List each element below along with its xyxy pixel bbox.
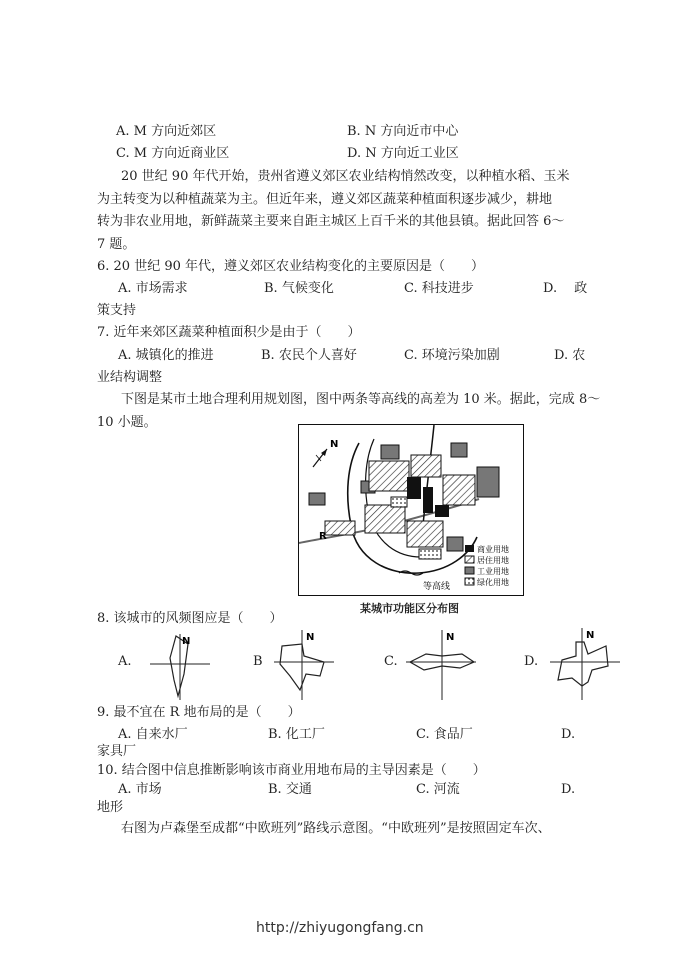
residential-land <box>407 521 443 547</box>
q8-option-d-label: D. <box>524 654 539 669</box>
passage3-line1: 右图为卢森堡至成都“中欧班列”路线示意图。“中欧班列”是按照固定车次、 <box>121 821 551 836</box>
q8-stem: 8. 该城市的风频图应是（ ） <box>97 611 283 626</box>
contour-legend-label: 等高线 <box>423 582 451 592</box>
q5-option-a: A. M 方向近郊区 <box>116 124 217 139</box>
wind-rose-d-icon <box>548 626 622 700</box>
q10-option-c: C. 河流 <box>416 782 460 797</box>
wind-rose-d-north: N <box>586 630 595 641</box>
q7-option-c: C. 环境污染加剧 <box>404 348 500 363</box>
q5-option-d: D. N 方向近工业区 <box>347 146 459 161</box>
q7-option-d: D. 农 <box>554 348 586 363</box>
industrial-land <box>309 493 325 505</box>
north-arrow-icon <box>313 449 327 467</box>
q6-option-d-wrap: 策支持 <box>97 303 137 318</box>
q5-option-b: B. N 方向近市中心 <box>347 124 459 139</box>
legend-green: 绿化用地 <box>477 578 509 587</box>
q9-option-d-wrap: 家具厂 <box>97 744 137 759</box>
q6-stem: 6. 20 世纪 90 年代，遵义郊区农业结构变化的主要原因是（ ） <box>97 259 485 274</box>
passage1-line4: 7 题。 <box>97 237 136 252</box>
q6-option-b: B. 气候变化 <box>264 281 334 296</box>
footer-url[interactable]: http://zhiyugongfang.cn <box>256 920 424 936</box>
commercial-land <box>407 477 421 499</box>
q7-stem: 7. 近年来郊区蔬菜种植面积少是由于（ ） <box>97 325 361 340</box>
map-legend <box>465 544 509 587</box>
q10-option-a: A. 市场 <box>118 782 162 797</box>
q8-option-b-label: B <box>253 654 263 669</box>
map-north-label: N <box>330 439 339 450</box>
q8-option-c-label: C. <box>384 654 398 669</box>
industrial-land <box>477 467 499 497</box>
q10-option-d-wrap: 地形 <box>97 800 124 815</box>
q8-option-a-label: A. <box>118 654 132 669</box>
passage2-line2: 10 小题。 <box>97 415 157 430</box>
wind-rose-b-icon <box>272 628 336 700</box>
commercial-land <box>423 487 433 513</box>
residential-land <box>443 475 475 505</box>
passage1-line1: 20 世纪 90 年代开始，贵州省遵义郊区农业结构悄然改变，以种植水稻、玉米 <box>121 169 570 184</box>
residential-land <box>369 461 409 491</box>
commercial-land <box>435 505 449 517</box>
wind-rose-a-north: N <box>182 636 191 647</box>
q9-option-d: D. <box>561 727 576 742</box>
q9-option-c: C. 食品厂 <box>416 727 473 742</box>
q9-option-a: A. 自来水厂 <box>118 727 188 742</box>
wind-rose-c-north: N <box>446 632 455 643</box>
q7-option-a: A. 城镇化的推进 <box>118 348 214 363</box>
q9-option-b: B. 化工厂 <box>268 727 325 742</box>
green-land <box>391 497 407 507</box>
q5-option-c: C. M 方向近商业区 <box>116 146 230 161</box>
green-land <box>419 549 441 559</box>
legend-industrial: 工业用地 <box>477 567 509 576</box>
map-caption: 某城市功能区分布图 <box>360 602 459 615</box>
legend-residential: 居住用地 <box>477 556 509 565</box>
city-function-map <box>298 424 524 596</box>
wind-rose-a-icon <box>148 634 212 700</box>
q6-option-d: D. 政 <box>543 281 588 296</box>
residential-land <box>325 521 355 535</box>
q10-option-b: B. 交通 <box>268 782 312 797</box>
residential-land <box>411 455 441 477</box>
q6-option-a: A. 市场需求 <box>118 281 188 296</box>
residential-land <box>365 505 405 533</box>
wind-rose-c-icon <box>404 628 478 700</box>
industrial-land <box>447 537 463 551</box>
q7-option-b: B. 农民个人喜好 <box>261 348 357 363</box>
map-r-label: R <box>319 531 327 542</box>
legend-commercial: 商业用地 <box>477 545 509 554</box>
q9-stem: 9. 最不宜在 R 地布局的是（ ） <box>97 705 301 720</box>
q10-option-d: D. <box>561 782 576 797</box>
industrial-land <box>451 443 467 457</box>
q7-option-d-wrap: 业结构调整 <box>97 370 163 385</box>
industrial-land <box>381 445 399 459</box>
q10-stem: 10. 结合图中信息推断影响该市商业用地布局的主导因素是（ ） <box>97 763 486 778</box>
passage2-line1: 下图是某市土地合理利用规划图，图中两条等高线的高差为 10 米。据此，完成 8～ <box>121 392 601 407</box>
passage1-line3: 转为非农业用地，新鲜蔬菜主要来自距主城区上百千米的其他县镇。据此回答 6～ <box>97 214 565 229</box>
q6-option-c: C. 科技进步 <box>404 281 474 296</box>
wind-rose-b-north: N <box>306 632 315 643</box>
passage1-line2: 为主转变为以种植蔬菜为主。但近年来，遵义郊区蔬菜种植面积逐步减少，耕地 <box>97 192 553 207</box>
